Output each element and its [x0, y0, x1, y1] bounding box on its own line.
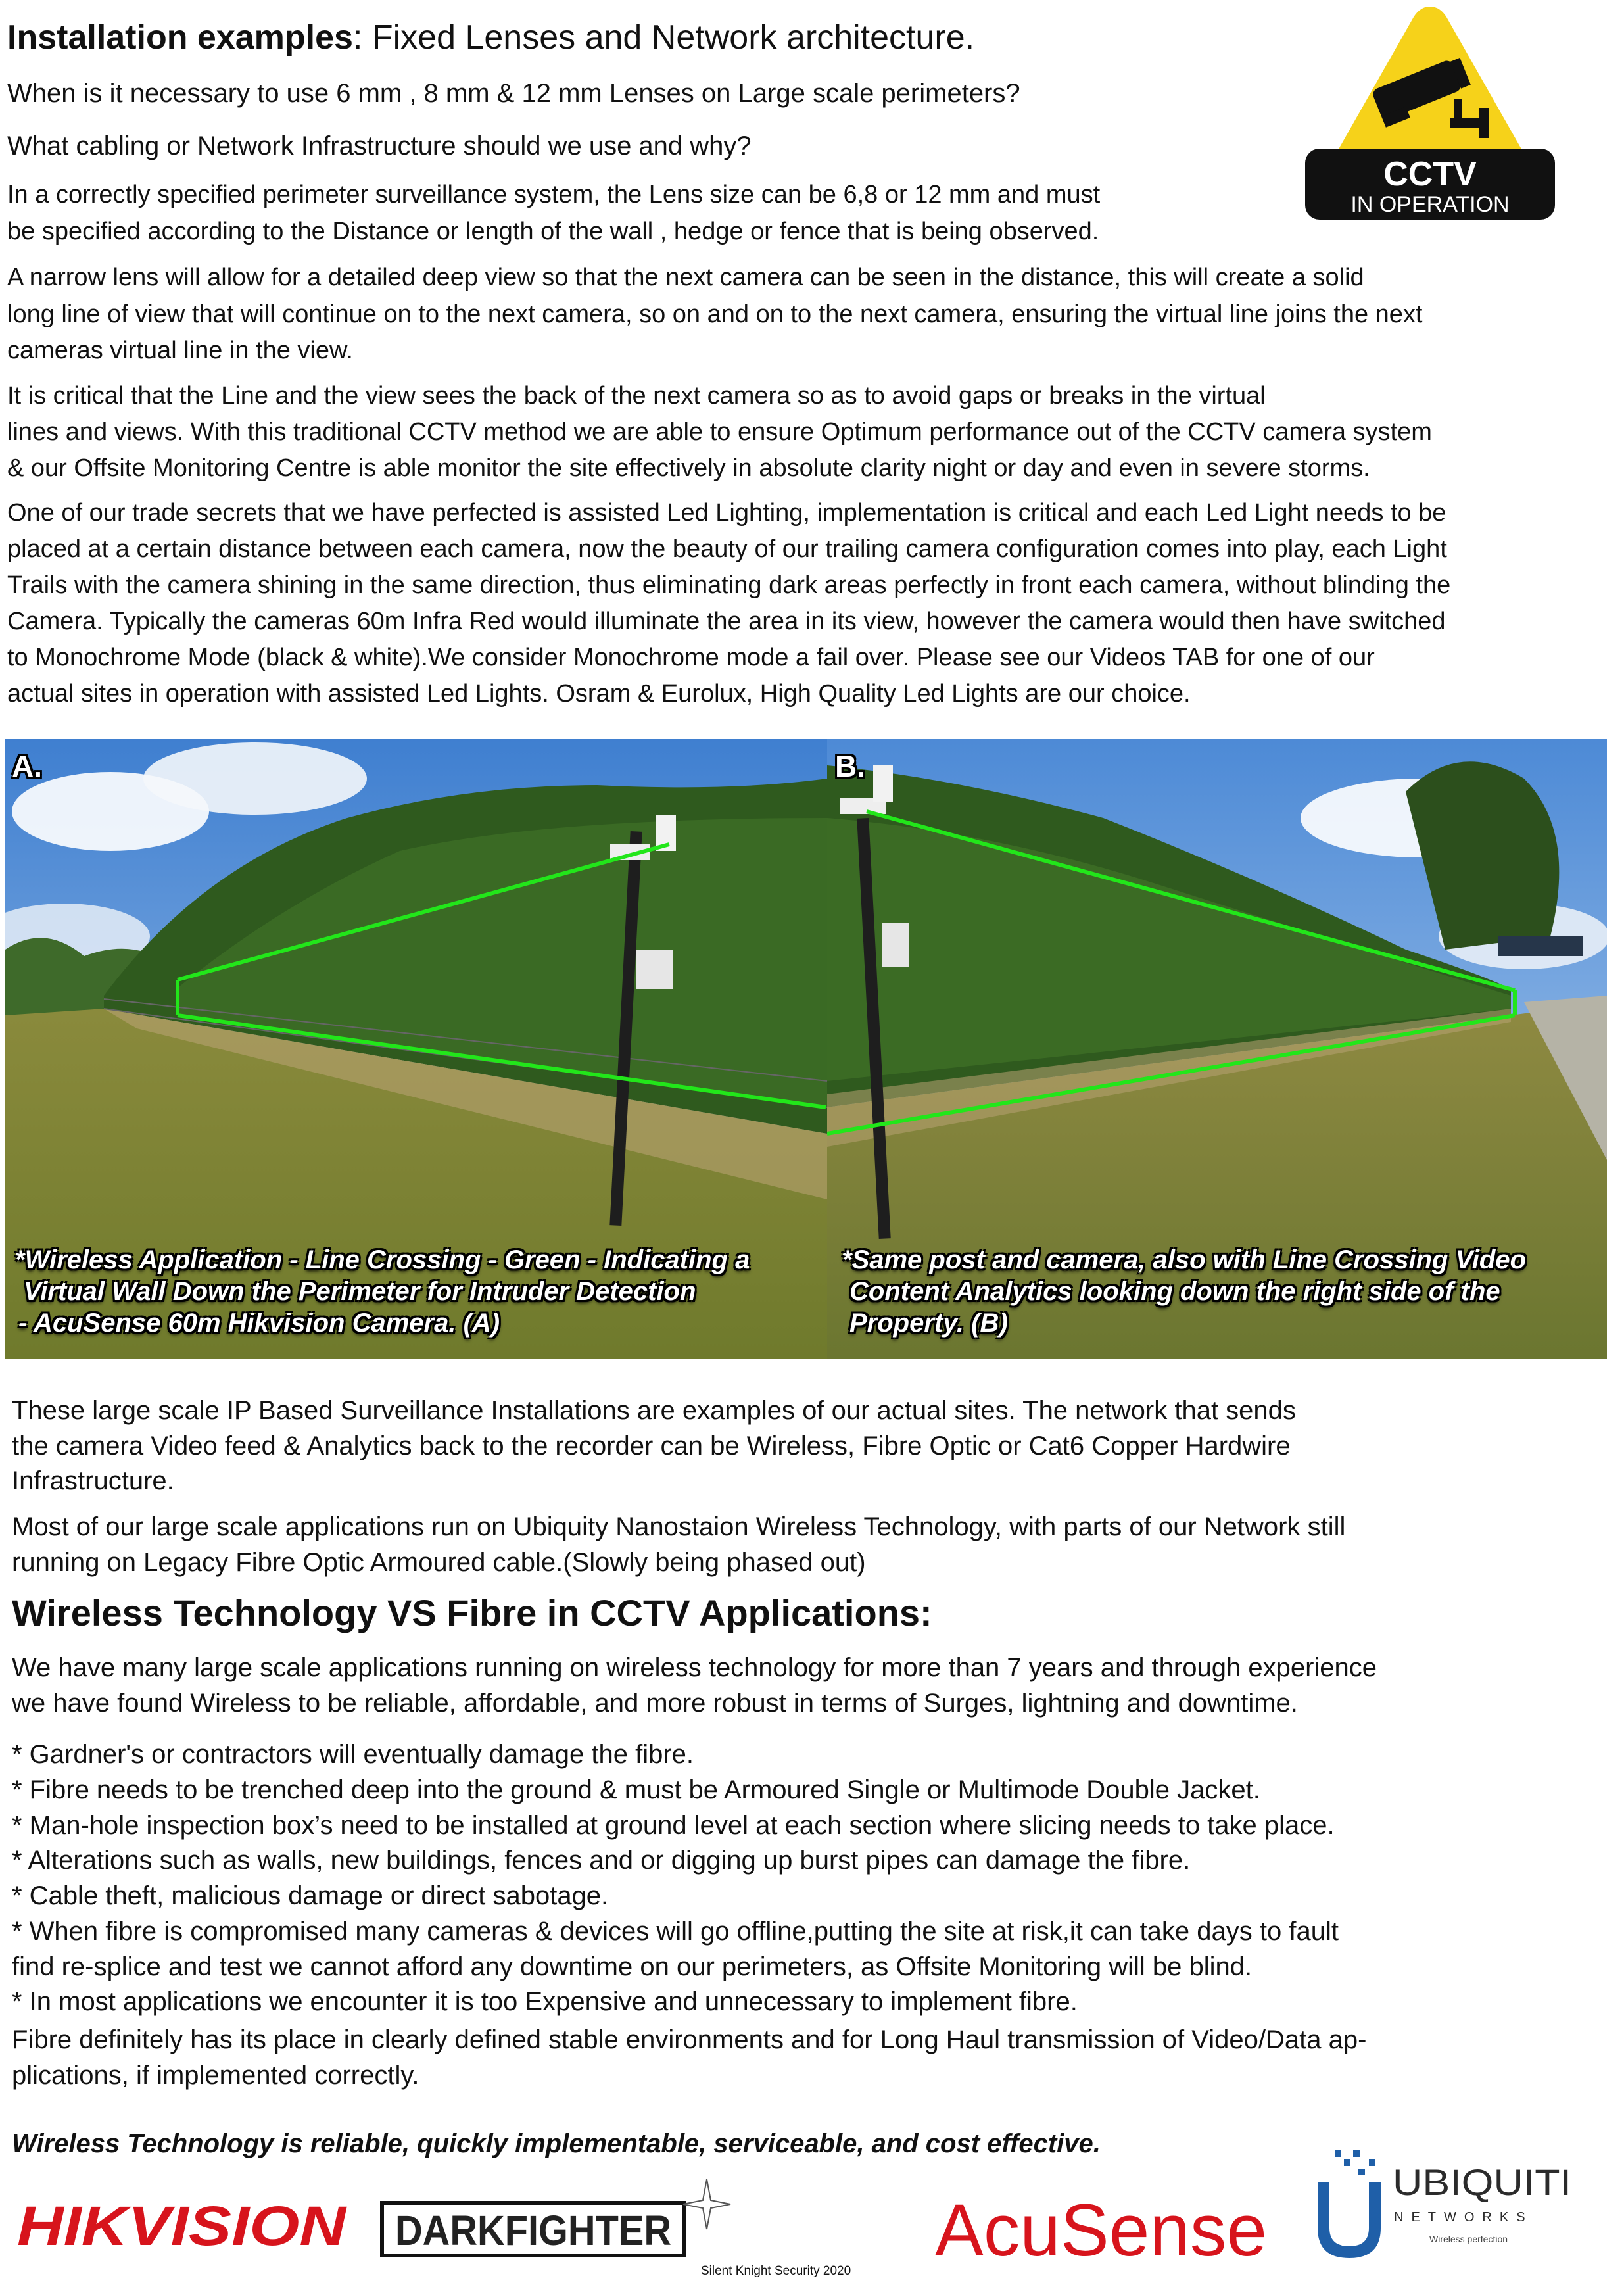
intro-p3-line3: & our Offsite Monitoring Centre is able monitor the site effectively in absolute clarity night or day and even in severe storms. — [7, 454, 1370, 482]
ubiquiti-tagline: Wireless perfection — [1429, 2234, 1508, 2244]
network-p1-line2: the camera Video feed & Analytics back to the recorder can be Wireless, Fibre Optic or Cat6 Copper Hardwire — [12, 1432, 1291, 1460]
question-cabling: What cabling or Network Infrastructure should we use and why? — [7, 132, 752, 160]
fibre-risk-item: * Alterations such as walls, new buildings, fences and or digging up burst pipes can damage the fibre. — [12, 1846, 1191, 1875]
network-p4-line2: plications, if implemented correctly. — [12, 2061, 419, 2090]
intro-p4-line1: One of our trade secrets that we have perfected is assisted Led Lighting, implementation is critical and each Led Light needs to be — [7, 499, 1446, 527]
question-lenses: When is it necessary to use 6 mm , 8 mm & 12 mm Lenses on Large scale perimeters? — [7, 79, 1020, 108]
network-p3-line1: We have many large scale applications running on wireless technology for more than 7 years and through experience — [12, 1653, 1377, 1682]
sign-title: CCTV — [1383, 155, 1477, 193]
intro-p3-line2: lines and views. With this traditional CCTV method we are able to ensure Optimum performance out of the CCTV camera system — [7, 418, 1432, 446]
title-rest: : Fixed Lenses and Network architecture. — [352, 18, 975, 57]
intro-p4-line5: to Monochrome Mode (black & white).We consider Monochrome mode a fail over. Please see our Videos TAB for one of our — [7, 644, 1375, 671]
cctv-sign-graphic — [1302, 3, 1558, 220]
ubiquiti-logo — [1301, 2142, 1577, 2267]
ubiquiti-logo-text: UBIQUITI — [1393, 2161, 1571, 2203]
fibre-risk-item: * Man-hole inspection box’s need to be installed at ground level at each section where slicing needs to take place. — [12, 1811, 1335, 1840]
fibre-risk-item: * Cable theft, malicious damage or direct sabotage. — [12, 1881, 609, 1910]
intro-p2-line2: long line of view that will continue on to the next camera, so on and on to the next camera, ensuring the virtual line joins the next — [7, 301, 1423, 328]
photo-b-caption-line1: *Same post and camera, also with Line Crossing Video — [842, 1245, 1527, 1274]
intro-p4-line3: Trails with the camera shining in the same direction, thus eliminating dark areas perfectly in front each camera, without blinding the — [7, 571, 1451, 599]
photo-a-label: A. — [12, 749, 42, 783]
photo-b-label: B. — [835, 749, 865, 783]
acusense-logo-text: AcuSense — [935, 2189, 1267, 2271]
conclusion: Wireless Technology is reliable, quickly implementable, serviceable, and cost effective. — [12, 2129, 1101, 2158]
acusense-logo — [932, 2187, 1274, 2273]
darkfighter-logo — [378, 2174, 733, 2273]
intro-p2-line3: cameras virtual line in the view. — [7, 337, 353, 364]
hikvision-logo — [14, 2195, 356, 2261]
cctv-sign — [1302, 3, 1558, 220]
photo-b-caption-line2: Content Analytics looking down the right side of the — [849, 1277, 1500, 1306]
intro-p4-line6: actual sites in operation with assisted Led Lights. Osram & Eurolux, High Quality Led Lights are our choice. — [7, 680, 1191, 708]
network-p2-line1: Most of our large scale applications run on Ubiquity Nanostaion Wireless Technology, with parts of our Network still — [12, 1512, 1346, 1541]
photo-a-caption-line1: *Wireless Application - Line Crossing - Green - Indicating a — [14, 1245, 750, 1274]
intro-p1-line1: In a correctly specified perimeter surveillance system, the Lens size can be 6,8 or 12 mm and must — [7, 181, 1101, 208]
intro-p4-line2: placed at a certain distance between each camera, now the beauty of our trailing camera configuration comes into play, each Light — [7, 535, 1447, 563]
fibre-risk-item: * Fibre needs to be trenched deep into the ground & must be Armoured Single or Multimode Double Jacket. — [12, 1775, 1260, 1804]
network-p2-line2: running on Legacy Fibre Optic Armoured cable.(Slowly being phased out) — [12, 1548, 866, 1577]
footer-credit: Silent Knight Security 2020 — [701, 2264, 851, 2278]
photo-b-caption-line3: Property. (B) — [849, 1309, 1008, 1338]
fibre-risk-item: * In most applications we encounter it is too Expensive and unnecessary to implement fibre. — [12, 1987, 1078, 2016]
hikvision-logo-text: HIKVISION — [17, 2195, 348, 2257]
photo-a-caption-line3: - AcuSense 60m Hikvision Camera. (A) — [18, 1309, 500, 1338]
network-p4-line1: Fibre definitely has its place in clearly defined stable environments and for Long Haul transmission of Video/Data ap- — [12, 2025, 1367, 2054]
section-heading: Wireless Technology VS Fibre in CCTV Applications: — [12, 1592, 932, 1633]
fibre-risk-item: find re-splice and test we cannot afford any downtime on our perimeters, as Offsite Monitoring will be blind. — [12, 1952, 1253, 1981]
fibre-risk-item: * When fibre is compromised many cameras & devices will go offline,putting the site at risk,it can take days to fault — [12, 1917, 1339, 1946]
network-p1-line1: These large scale IP Based Surveillance Installations are examples of our actual sites. The network that sends — [12, 1396, 1296, 1425]
photo-b-perimeter — [827, 739, 1607, 1359]
sign-subtitle: IN OPERATION — [1350, 192, 1510, 217]
page-title — [7, 14, 974, 60]
network-p3-line2: we have found Wireless to be reliable, affordable, and more robust in terms of Surges, lightning and downtime. — [12, 1689, 1298, 1718]
intro-p3-line1: It is critical that the Line and the view sees the back of the next camera so as to avoid gaps or breaks in the virtual — [7, 382, 1266, 410]
photo-a-perimeter — [5, 739, 827, 1359]
network-p1-line3: Infrastructure. — [12, 1466, 174, 1495]
intro-p1-line2: be specified according to the Distance or length of the wall , hedge or fence that is being observed. — [7, 218, 1099, 245]
title-bold: Installation examples — [7, 18, 353, 57]
intro-p2-line1: A narrow lens will allow for a detailed deep view so that the next camera can be seen in the distance, this will create a solid — [7, 264, 1364, 291]
fibre-risk-item: * Gardner's or contractors will eventually damage the fibre. — [12, 1740, 694, 1769]
darkfighter-logo-text: DARKFIGHTER — [395, 2207, 671, 2254]
sparkle-icon — [683, 2179, 730, 2229]
intro-p4-line4: Camera. Typically the cameras 60m Infra Red would illuminate the area in its view, however the camera would then have switched — [7, 608, 1446, 635]
ubiquiti-networks-text: NETWORKS — [1394, 2210, 1533, 2225]
photo-a-caption-line2: Virtual Wall Down the Perimeter for Intruder Detection — [24, 1277, 696, 1306]
